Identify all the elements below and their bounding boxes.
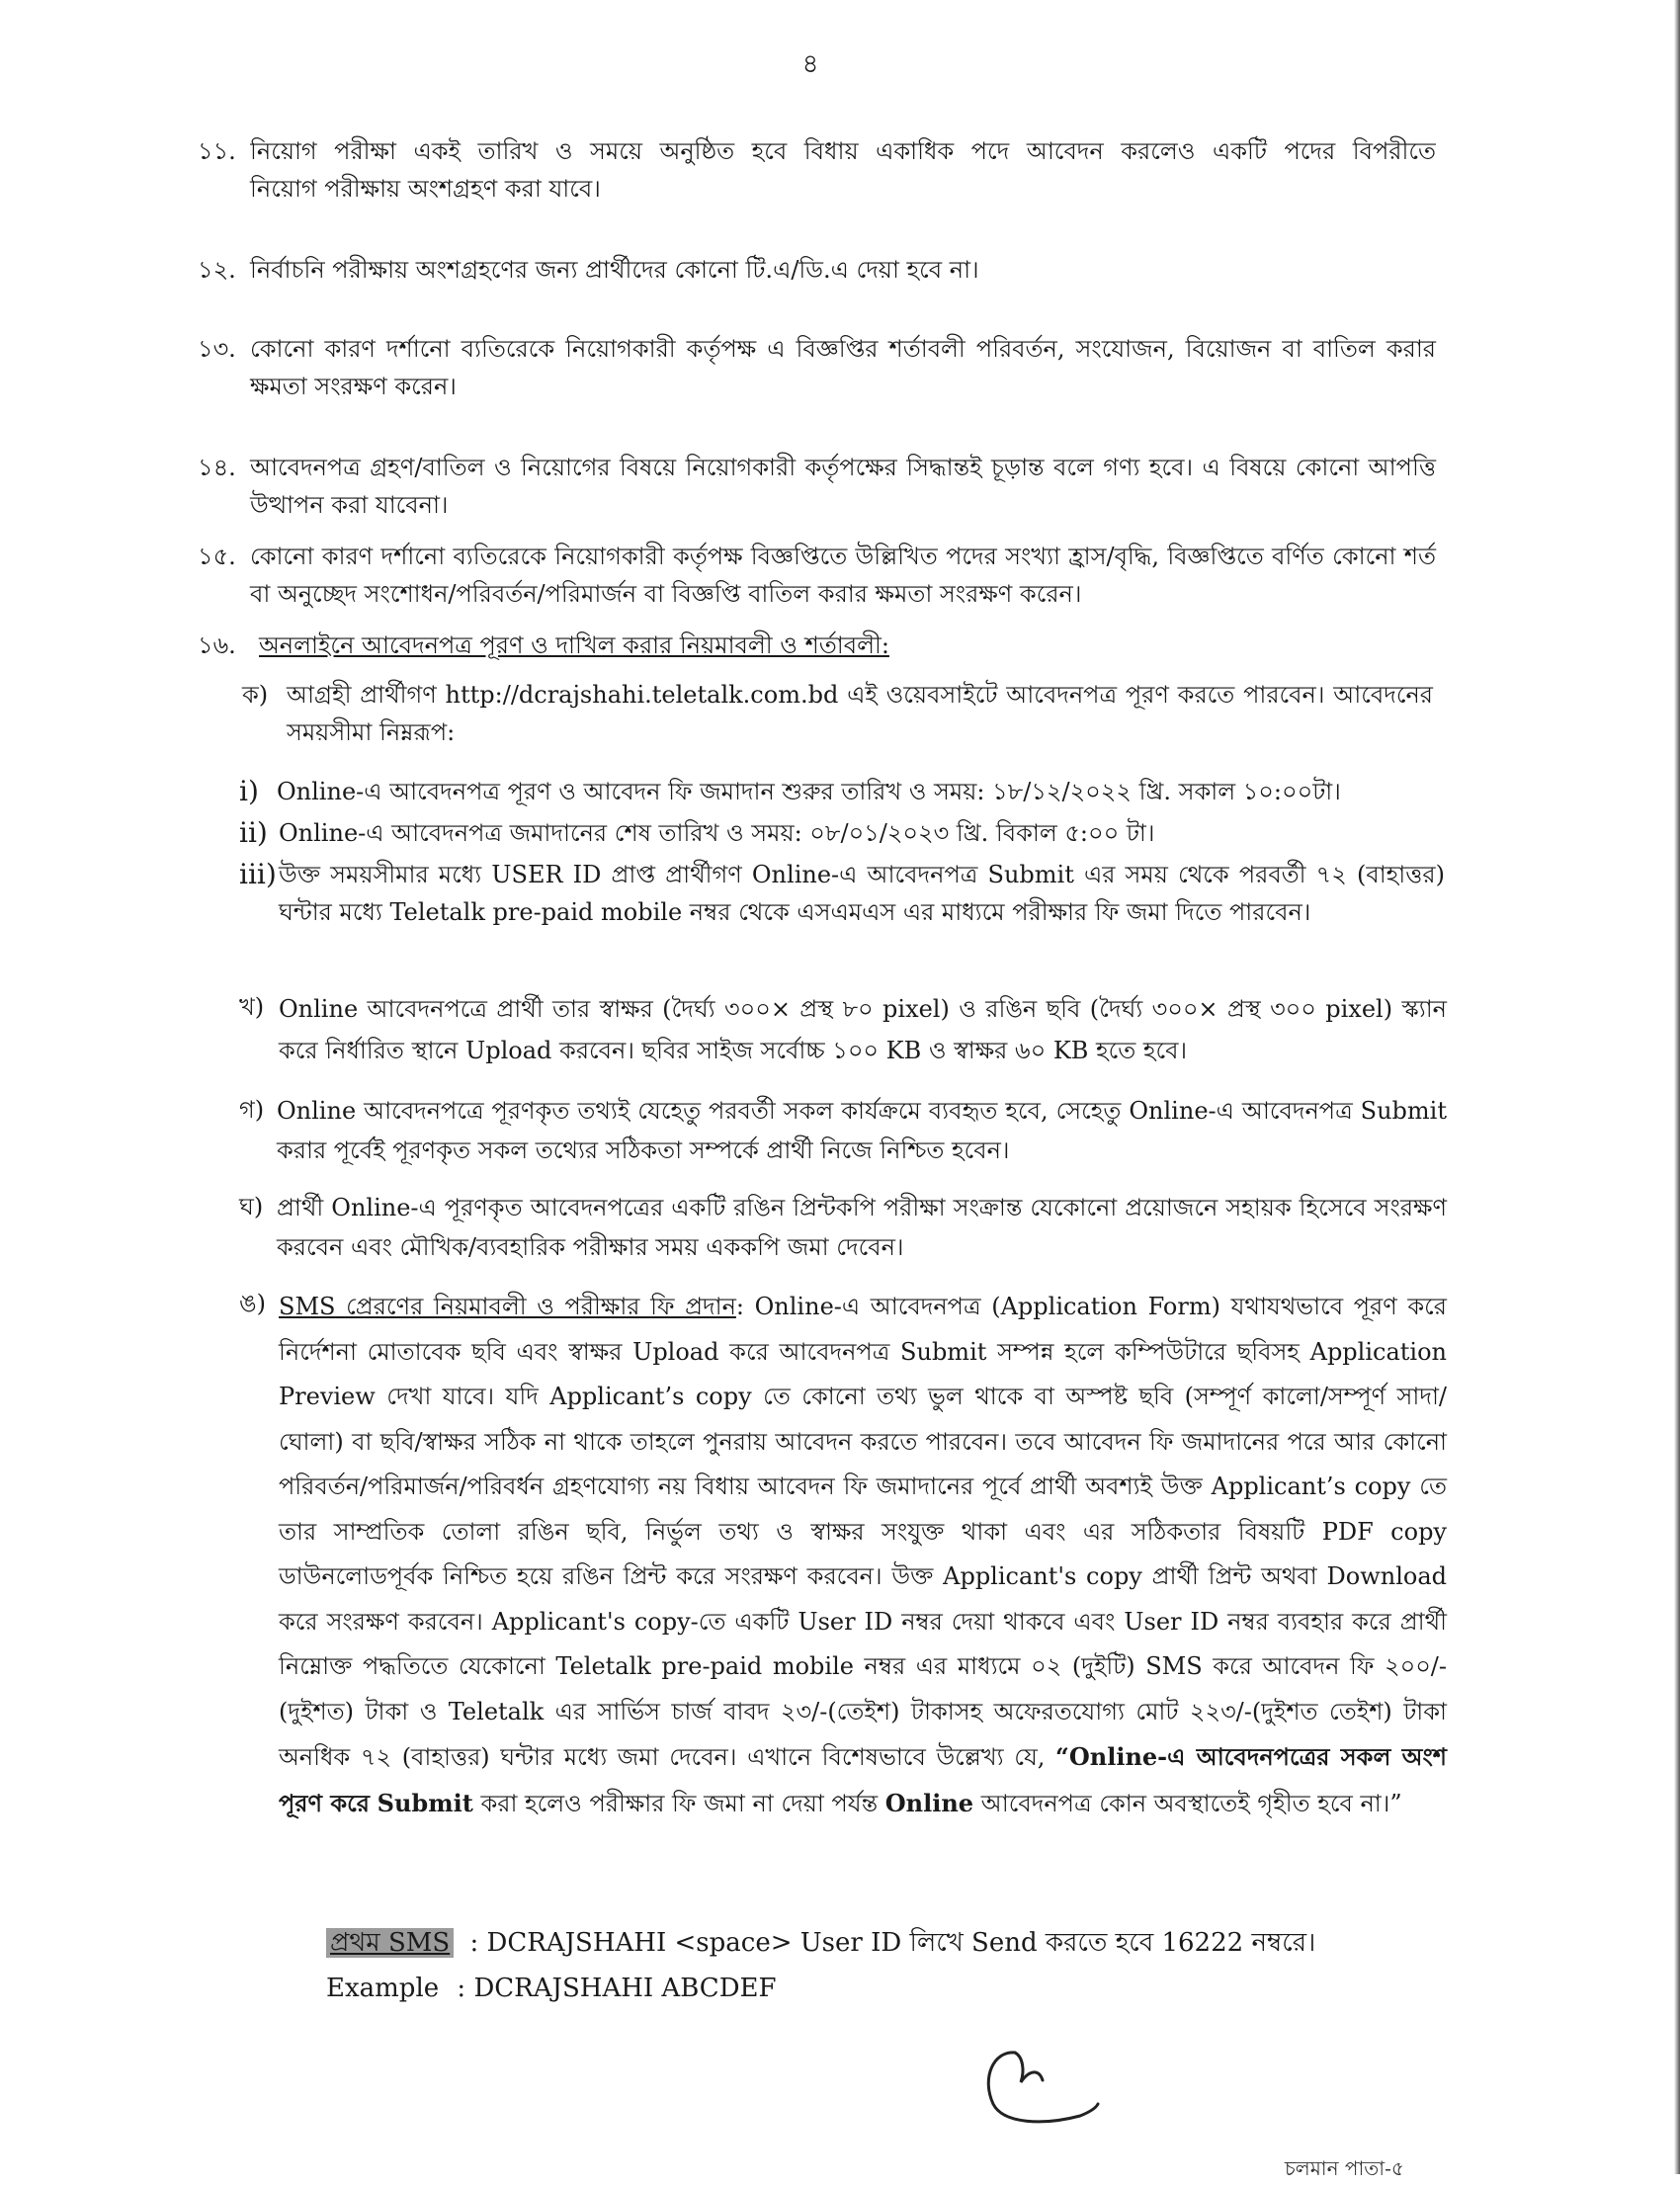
clause-heading bbox=[259, 627, 1445, 664]
clause-11 bbox=[0, 132, 1680, 211]
clause-text: কোনো কারণ দর্শানো ব্যতিরেকে নিয়োগকারী কর্তৃপক্ষ বিজ্ঞপ্তিতে উল্লিখিত পদের সংখ্যা হ্রাস/বৃদ্ধি, বিজ্ঞপ্তিতে বর্ণিত কোনো শর্ত বা অনুচ্ছেদ সংশোধন/পরিবর্তন/পরিমার্জন বা বিজ্ঞপ্তি বাতিল করার ক্ষমতা সংরক্ষণ করেন। bbox=[250, 543, 1436, 608]
clause-heading-text: অনলাইনে আবেদনপত্র পূরণ ও দাখিল করার নিয়মাবলী ও শর্তাবলী: bbox=[259, 631, 889, 659]
subclause-text: আগ্রহী প্রার্থীগণ http://dcrajshahi.teletalk.com.bd এই ওয়েবসাইটে আবেদনপত্র পূরণ করতে পারবেন। আবেদনের সময়সীমা নিম্নরূপ: bbox=[287, 681, 1433, 746]
subclause-ga bbox=[239, 1091, 1447, 1174]
schedule-text: Online-এ আবেদনপত্র পূরণ ও আবেদন ফি জমাদান শুরুর তারিখ ও সময়: ১৮/১২/২০২২ খ্রি. সকাল ১০:০০টা। bbox=[277, 778, 1341, 805]
subclause-uma bbox=[239, 1285, 1447, 1878]
clause-text-line2: নিয়োগ পরীক্ষায় অংশগ্রহণ করা যাবে। bbox=[250, 175, 601, 203]
subclause-label: ঙ) bbox=[239, 1290, 266, 1317]
warning-quote-end: আবেদনপত্র কোন অবস্থাতেই গৃহীত হবে না।” bbox=[980, 1789, 1402, 1817]
sms-rules-heading: SMS প্রেরণের নিয়মাবলী ও পরীক্ষার ফি প্রদান bbox=[279, 1293, 736, 1320]
example-label: Example bbox=[326, 1974, 440, 2003]
subclause-text: Online আবেদনপত্রে প্রার্থী তার স্বাক্ষর (দৈর্ঘ্য ৩০০× প্রস্থ ৮০ pixel) ও রঙিন ছবি (দৈর্ঘ্য ৩০০× প্রস্থ ৩০০ pixel) স্ক্যান করে নির্ধারিত স্থানে Upload করবেন। ছবির সাইজ সর্বোচ্চ ১০০ KB ও স্বাক্ষর ৬০ KB হতে হবে। bbox=[279, 995, 1447, 1064]
clause-15 bbox=[0, 538, 1680, 617]
subclause-label: ঘ) bbox=[239, 1193, 264, 1220]
schedule-label: iii) bbox=[239, 858, 277, 890]
first-sms-instruction: : DCRAJSHAHI <space> User ID লিখে Send করতে হবে 16222 নম্বরে। bbox=[469, 1928, 1316, 1958]
first-sms-format bbox=[326, 1921, 1413, 1965]
schedule-item-i bbox=[239, 773, 1445, 814]
clause-text: কোনো কারণ দর্শানো ব্যতিরেকে নিয়োগকারী কর্তৃপক্ষ এ বিজ্ঞপ্তির শর্তাবলী পরিবর্তন, সংযোজন, বিয়োজন বা বাতিল করার ক্ষমতা সংরক্ষণ করেন। bbox=[250, 335, 1436, 400]
clause-number: ১১. bbox=[198, 137, 236, 165]
warning-quote-start: “Online-এ আবেদনপত্রের সকল অংশ পূরণ করে bbox=[279, 1742, 1447, 1817]
clause-13 bbox=[0, 330, 1680, 409]
clause-text: নিয়োগ পরীক্ষা একই তারিখ ও সময়ে অনুষ্ঠিত হবে বিধায় একাধিক পদে আবেদন করলেও একটি পদের বিপরীতে bbox=[250, 137, 1436, 165]
subclause-label: গ) bbox=[239, 1096, 265, 1124]
subclause-gha bbox=[239, 1188, 1447, 1271]
warning-quote-submit: Submit bbox=[377, 1788, 473, 1817]
schedule-label: i) bbox=[239, 775, 259, 807]
clause-number: ১২. bbox=[198, 256, 236, 284]
schedule-text: Online-এ আবেদনপত্র জমাদানের শেষ তারিখ ও সময়: ০৮/০১/২০২৩ খ্রি. বিকাল ৫:০০ টা। bbox=[279, 819, 1155, 847]
page-number: ৪ bbox=[801, 49, 819, 79]
warning-quote-online: Online bbox=[884, 1788, 974, 1817]
subclause-ka bbox=[242, 676, 1448, 755]
clause-number: ১৪. bbox=[198, 454, 236, 481]
handwritten-signature bbox=[964, 2031, 1122, 2130]
clause-number: ১৬. bbox=[198, 631, 236, 659]
schedule-text: উক্ত সময়সীমার মধ্যে USER ID প্রাপ্ত প্রার্থীগণ Online-এ আবেদনপত্র Submit এর সময় থেকে পরবর্তী ৭২ (বাহাত্তর) ঘন্টার মধ্যে Teletalk pre-paid mobile নম্বর থেকে এসএমএস এর মাধ্যমে পরীক্ষার ফি জমা দিতে পারবেন। bbox=[279, 861, 1445, 926]
sms-example bbox=[326, 1967, 1413, 2010]
sms-rules-body: : Online-এ আবেদনপত্র (Application Form) যথাযথভাবে পূরণ করে নির্দেশনা মোতাবেক ছবি এবং স্বাক্ষর Upload করে আবেদনপত্র Submit সম্পন্ন হলে কম্পিউটারে ছবিসহ Application Preview দেখা যাবে। যদি Applicant’s copy তে কোনো তথ্য ভুল থাকে বা অস্পষ্ট ছবি (সম্পূর্ণ কালো/সম্পূর্ণ সাদা/ঘোলা) বা ছবি/স্বাক্ষর সঠিক না থাকে তাহলে পুনরায় আবেদন করতে পারবেন। তবে আবেদন ফি জমাদানের পরে আর কোনো পরিবর্তন/পরিমার্জন/পরিবর্ধন গ্রহণযোগ্য নয় বিধায় আবেদন ফি জমাদানের পূর্বে প্রার্থী অবশ্যই উক্ত Applicant’s copy তে তার সাম্প্রতিক তোলা রঙিন ছবি, নির্ভুল তথ্য ও স্বাক্ষর সংযুক্ত থাকা এবং এর সঠিকতার বিষয়টি PDF copy ডাউনলোডপূর্বক নিশ্চিত হয়ে রঙিন প্রিন্ট করে সংরক্ষণ করবেন। উক্ত Applicant's copy প্রার্থী প্রিন্ট অথবা Download করে সংরক্ষণ করবেন। Applicant's copy-তে একটি User ID নম্বর দেয়া থাকবে এবং User ID নম্বর ব্যবহার করে প্রার্থী নিম্নোক্ত পদ্ধতিতে যেকোনো Teletalk pre-paid mobile নম্বর এর মাধ্যমে ০২ (দুইটি) SMS করে আবেদন ফি ২০০/-(দুইশত) টাকা ও Teletalk এর সার্ভিস চার্জ বাবদ ২৩/-(তেইশ) টাকাসহ অফেরতযোগ্য মোট ২২৩/-(দুইশত তেইশ) টাকা অনধিক ৭২ (বাহাত্তর) ঘন্টার মধ্যে জমা দেবেন। এখানে বিশেষভাবে উল্লেখ্য যে, bbox=[279, 1293, 1447, 1771]
first-sms-label: প্রথম SMS bbox=[326, 1928, 454, 1958]
example-value: : DCRAJSHAHI ABCDEF bbox=[457, 1974, 777, 2003]
schedule-label: ii) bbox=[239, 816, 268, 849]
clause-text: নির্বাচনি পরীক্ষায় অংশগ্রহণের জন্য প্রার্থীদের কোনো টি.এ/ডি.এ দেয়া হবে না। bbox=[250, 256, 979, 284]
clause-16 bbox=[0, 627, 1680, 666]
warning-quote-middle: করা হলেও পরীক্ষার ফি জমা না দেয়া পর্যন্ত bbox=[480, 1789, 879, 1817]
clause-text: আবেদনপত্র গ্রহণ/বাতিল ও নিয়োগের বিষয়ে নিয়োগকারী কর্তৃপক্ষের সিদ্ধান্তই চূড়ান্ত বলে গণ্য হবে। এ বিষয়ে কোনো আপত্তি উত্থাপন করা যাবেনা। bbox=[250, 454, 1436, 519]
subclause-text bbox=[279, 1285, 1447, 1826]
subclause-label: ক) bbox=[242, 681, 269, 709]
page-edge-shadow bbox=[1674, 0, 1680, 2174]
schedule-item-iii bbox=[239, 856, 1445, 974]
clause-14 bbox=[0, 449, 1680, 528]
subclause-text: প্রার্থী Online-এ পূরণকৃত আবেদনপত্রের একটি রঙিন প্রিন্টকপি পরীক্ষা সংক্রান্ত যেকোনো প্রয়োজনে সহায়ক হিসেবে সংরক্ষণ করবেন এবং মৌখিক/ব্যবহারিক পরীক্ষার সময় এককপি জমা দেবেন। bbox=[277, 1194, 1447, 1261]
clause-number: ১৫. bbox=[198, 543, 236, 570]
subclause-text: Online আবেদনপত্রে পূরণকৃত তথ্যই যেহেতু পরবর্তী সকল কার্যক্রমে ব্যবহৃত হবে, সেহেতু Online-এ আবেদনপত্র Submit করার পূর্বেই পূরণকৃত সকল তথ্যের সঠিকতা সম্পর্কে প্রার্থী নিজে নিশ্চিত হবেন। bbox=[277, 1097, 1447, 1164]
clause-12 bbox=[0, 251, 1680, 291]
continued-page-note: চলমান পাতা-৫ bbox=[1285, 2156, 1404, 2180]
clause-number: ১৩. bbox=[198, 335, 236, 363]
subclause-kha bbox=[239, 988, 1447, 1077]
schedule-item-ii bbox=[239, 814, 1445, 856]
subclause-label: খ) bbox=[239, 993, 265, 1021]
